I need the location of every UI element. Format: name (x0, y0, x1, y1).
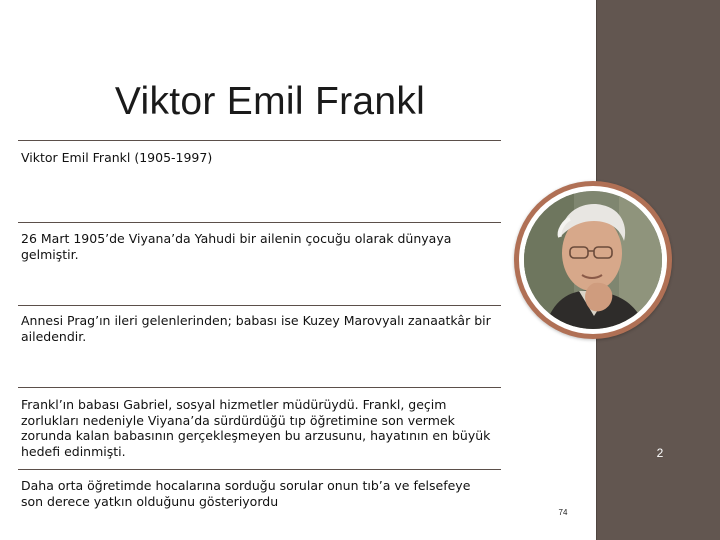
bullet-1: Viktor Emil Frankl (1905-1997) (21, 150, 213, 165)
divider-rule (18, 305, 501, 306)
portrait-photo (524, 191, 662, 329)
portrait-frame (514, 181, 672, 339)
bullet-4: Frankl’ın babası Gabriel, sosyal hizmetler müdürüydü. Frankl, geçim zorlukları nedeniyle Viyana’da sürdürdüğü tıp öğretimine son vermek zorunda kalan babasının gerçekleşmeyen bu arzusunu, hayatının en büyük hedefi edinmişti. (21, 397, 491, 459)
divider-rule (18, 469, 501, 470)
bullet-3: Annesi Prag’ın ileri gelenlerinden; babası ise Kuzey Marovyalı zanaatkâr bir ailedendir. (21, 313, 491, 344)
portrait-illustration (524, 191, 662, 329)
page-mark: 74 (558, 508, 568, 517)
divider-rule (18, 140, 501, 141)
portrait-mat (519, 186, 667, 334)
divider-rule (18, 222, 501, 223)
bullet-5: Daha orta öğretimde hocalarına sorduğu sorular onun tıb’a ve felsefeye son derece yatkın olduğunu gösteriyordu (21, 478, 471, 509)
bullet-2: 26 Mart 1905’de Viyana’da Yahudi bir ailenin çocuğu olarak dünyaya gelmiştir. (21, 231, 452, 262)
slide-number: 2 (656, 446, 664, 460)
slide-title: Viktor Emil Frankl (114, 80, 426, 123)
divider-rule (18, 387, 501, 388)
